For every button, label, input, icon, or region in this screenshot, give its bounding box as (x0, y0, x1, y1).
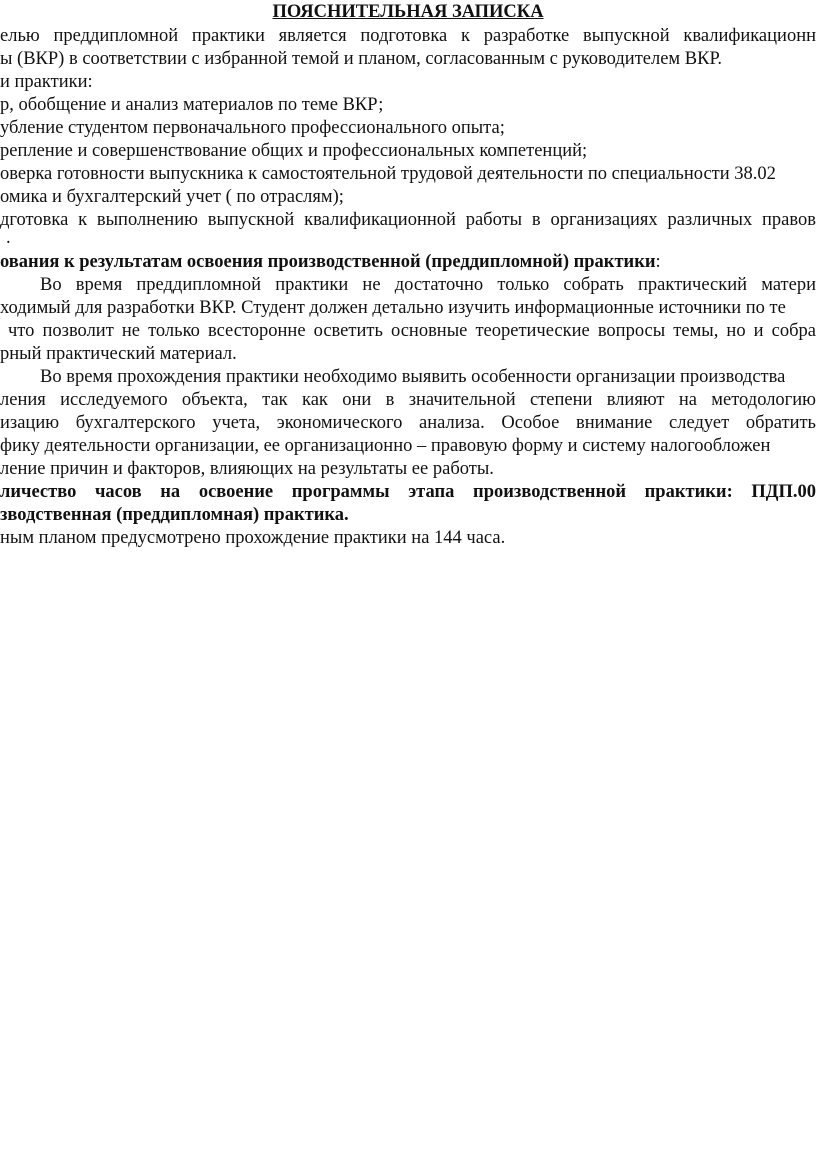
text-line: ным планом предусмотрено прохождение практики на 144 часа. (0, 528, 506, 548)
text-line: ления исследуемого объекта, так как они в значительной степени влияют на методологию (0, 390, 816, 410)
text-line: елью преддипломной практики является подготовка к разработке выпускной квалификационн (0, 26, 816, 46)
text-line: зводственная (преддипломная) практика. (0, 505, 349, 525)
text-line: изацию бухгалтерского учета, экономического анализа. Особое внимание следует обратить (0, 413, 816, 433)
text-line: оверка готовности выпускника к самостоятельной трудовой деятельности по специальности 38.02 (0, 164, 776, 184)
text-line: фику деятельности организации, ее организационно – правовую форму и систему налогообложен (0, 436, 771, 456)
text-line: убление студентом первоначального профессионального опыта; (0, 118, 505, 138)
text-line: ление причин и факторов, влияющих на результаты ее работы. (0, 459, 494, 479)
section-heading (0, 250, 661, 274)
text-line: рный практический материал. (0, 344, 237, 364)
text-line: что позволит не только всесторонне осветить основные теоретические вопросы темы, но и собра (8, 321, 816, 341)
text-line: ы (ВКР) в соответствии с избранной темой и планом, согласованным с руководителем ВКР. (0, 49, 723, 69)
text-line: . (6, 228, 11, 248)
text-line: Во время прохождения практики необходимо выявить особенности организации производства (40, 367, 786, 387)
text-line: р, обобщение и анализ материалов по теме ВКР; (0, 95, 384, 115)
text-line: и практики: (0, 72, 93, 92)
document-title: ПОЯСНИТЕЛЬНАЯ ЗАПИСКА (272, 2, 544, 22)
text-line: дготовка к выполнению выпускной квалификационной работы в организациях различных правов (0, 210, 816, 230)
text-line: омика и бухгалтерский учет ( по отраслям); (0, 187, 344, 207)
text-line: ходимый для разработки ВКР. Студент должен детально изучить информационные источники по те (0, 298, 786, 318)
text-line: личество часов на освоение программы этапа производственной практики: ПДП.00 (0, 482, 816, 502)
section-heading-text: ования к результатам освоения производственной (преддипломной) практики (0, 252, 656, 272)
text-line: Во время преддипломной практики не достаточно только собрать практический матери (40, 275, 816, 295)
text-line: репление и совершенствование общих и профессиональных компетенций; (0, 141, 588, 161)
section-heading-colon: : (655, 252, 661, 272)
